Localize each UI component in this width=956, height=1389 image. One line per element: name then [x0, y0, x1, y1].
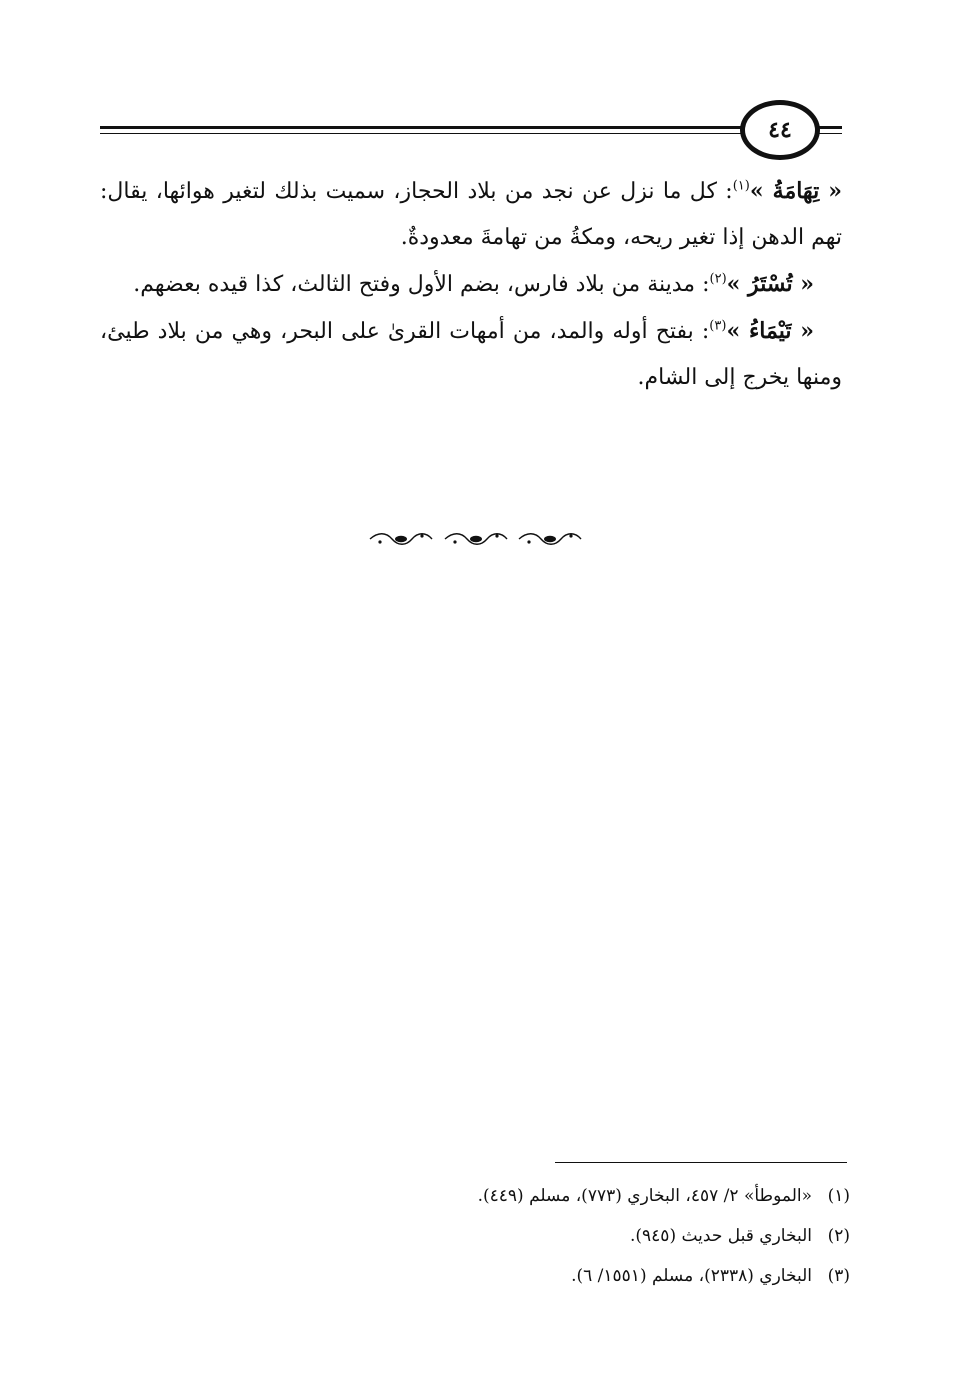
footnote-ref[interactable]: (٣) — [709, 318, 727, 334]
floral-divider-icon — [443, 530, 509, 548]
footnote-item — [330, 1176, 850, 1216]
footnote-item — [330, 1216, 850, 1256]
footnote-text: البخاري قبل حديث (٩٤٥). — [630, 1226, 812, 1246]
footnote-text: «الموطأ» ٢/ ٤٥٧، البخاري (٧٧٣)، مسلم (٤٤٩). — [477, 1186, 812, 1206]
entry-tustar — [100, 261, 842, 308]
footnote-ref[interactable]: (٢) — [709, 271, 727, 287]
entry-text: : كل ما نزل عن نجد من بلاد الحجاز، سميت بذلك لتغير هوائها، يقال: تهم الدهن إذا تغير ريحه، ومكةُ من تهامةَ معدودةٌ. — [100, 179, 842, 250]
footnote-text: البخاري (٢٣٣٨)، مسلم (١٥٥١/ ٦). — [571, 1266, 812, 1286]
floral-divider-icon — [368, 530, 434, 548]
footnote-number: (٣) — [827, 1266, 850, 1286]
header-rule-thin — [100, 133, 745, 134]
footnote-number: (٢) — [827, 1226, 850, 1246]
footnote-separator — [555, 1162, 847, 1163]
entry-tihama — [100, 168, 842, 261]
page-number: ٤٤ — [740, 100, 820, 160]
entry-tayma — [100, 308, 842, 401]
footnotes — [330, 1176, 850, 1296]
entry-headword: « تِهَامَةُ » — [749, 178, 842, 204]
ornament-divider — [368, 528, 583, 550]
main-text — [100, 168, 842, 401]
footnote-ref[interactable]: (١) — [732, 178, 750, 194]
entry-text: : بفتح أوله والمد، من أمهات القرىٰ على البحر، وهي من بلاد طيئ، ومنها يخرج إلى الشام. — [100, 319, 842, 390]
header-rule-right-thin — [818, 133, 842, 134]
entry-headword: « تُسْتَرُ » — [726, 271, 814, 297]
footnote-item — [330, 1256, 850, 1296]
entry-text: : مدينة من بلاد فارس، بضم الأول وفتح الثالث، كذا قيده بعضهم. — [133, 272, 710, 297]
footnote-number: (١) — [827, 1186, 850, 1206]
header-rule-right — [818, 126, 842, 129]
header-rule — [100, 126, 745, 129]
floral-divider-icon — [517, 530, 583, 548]
entry-headword: « تَيْمَاءُ » — [726, 318, 814, 344]
